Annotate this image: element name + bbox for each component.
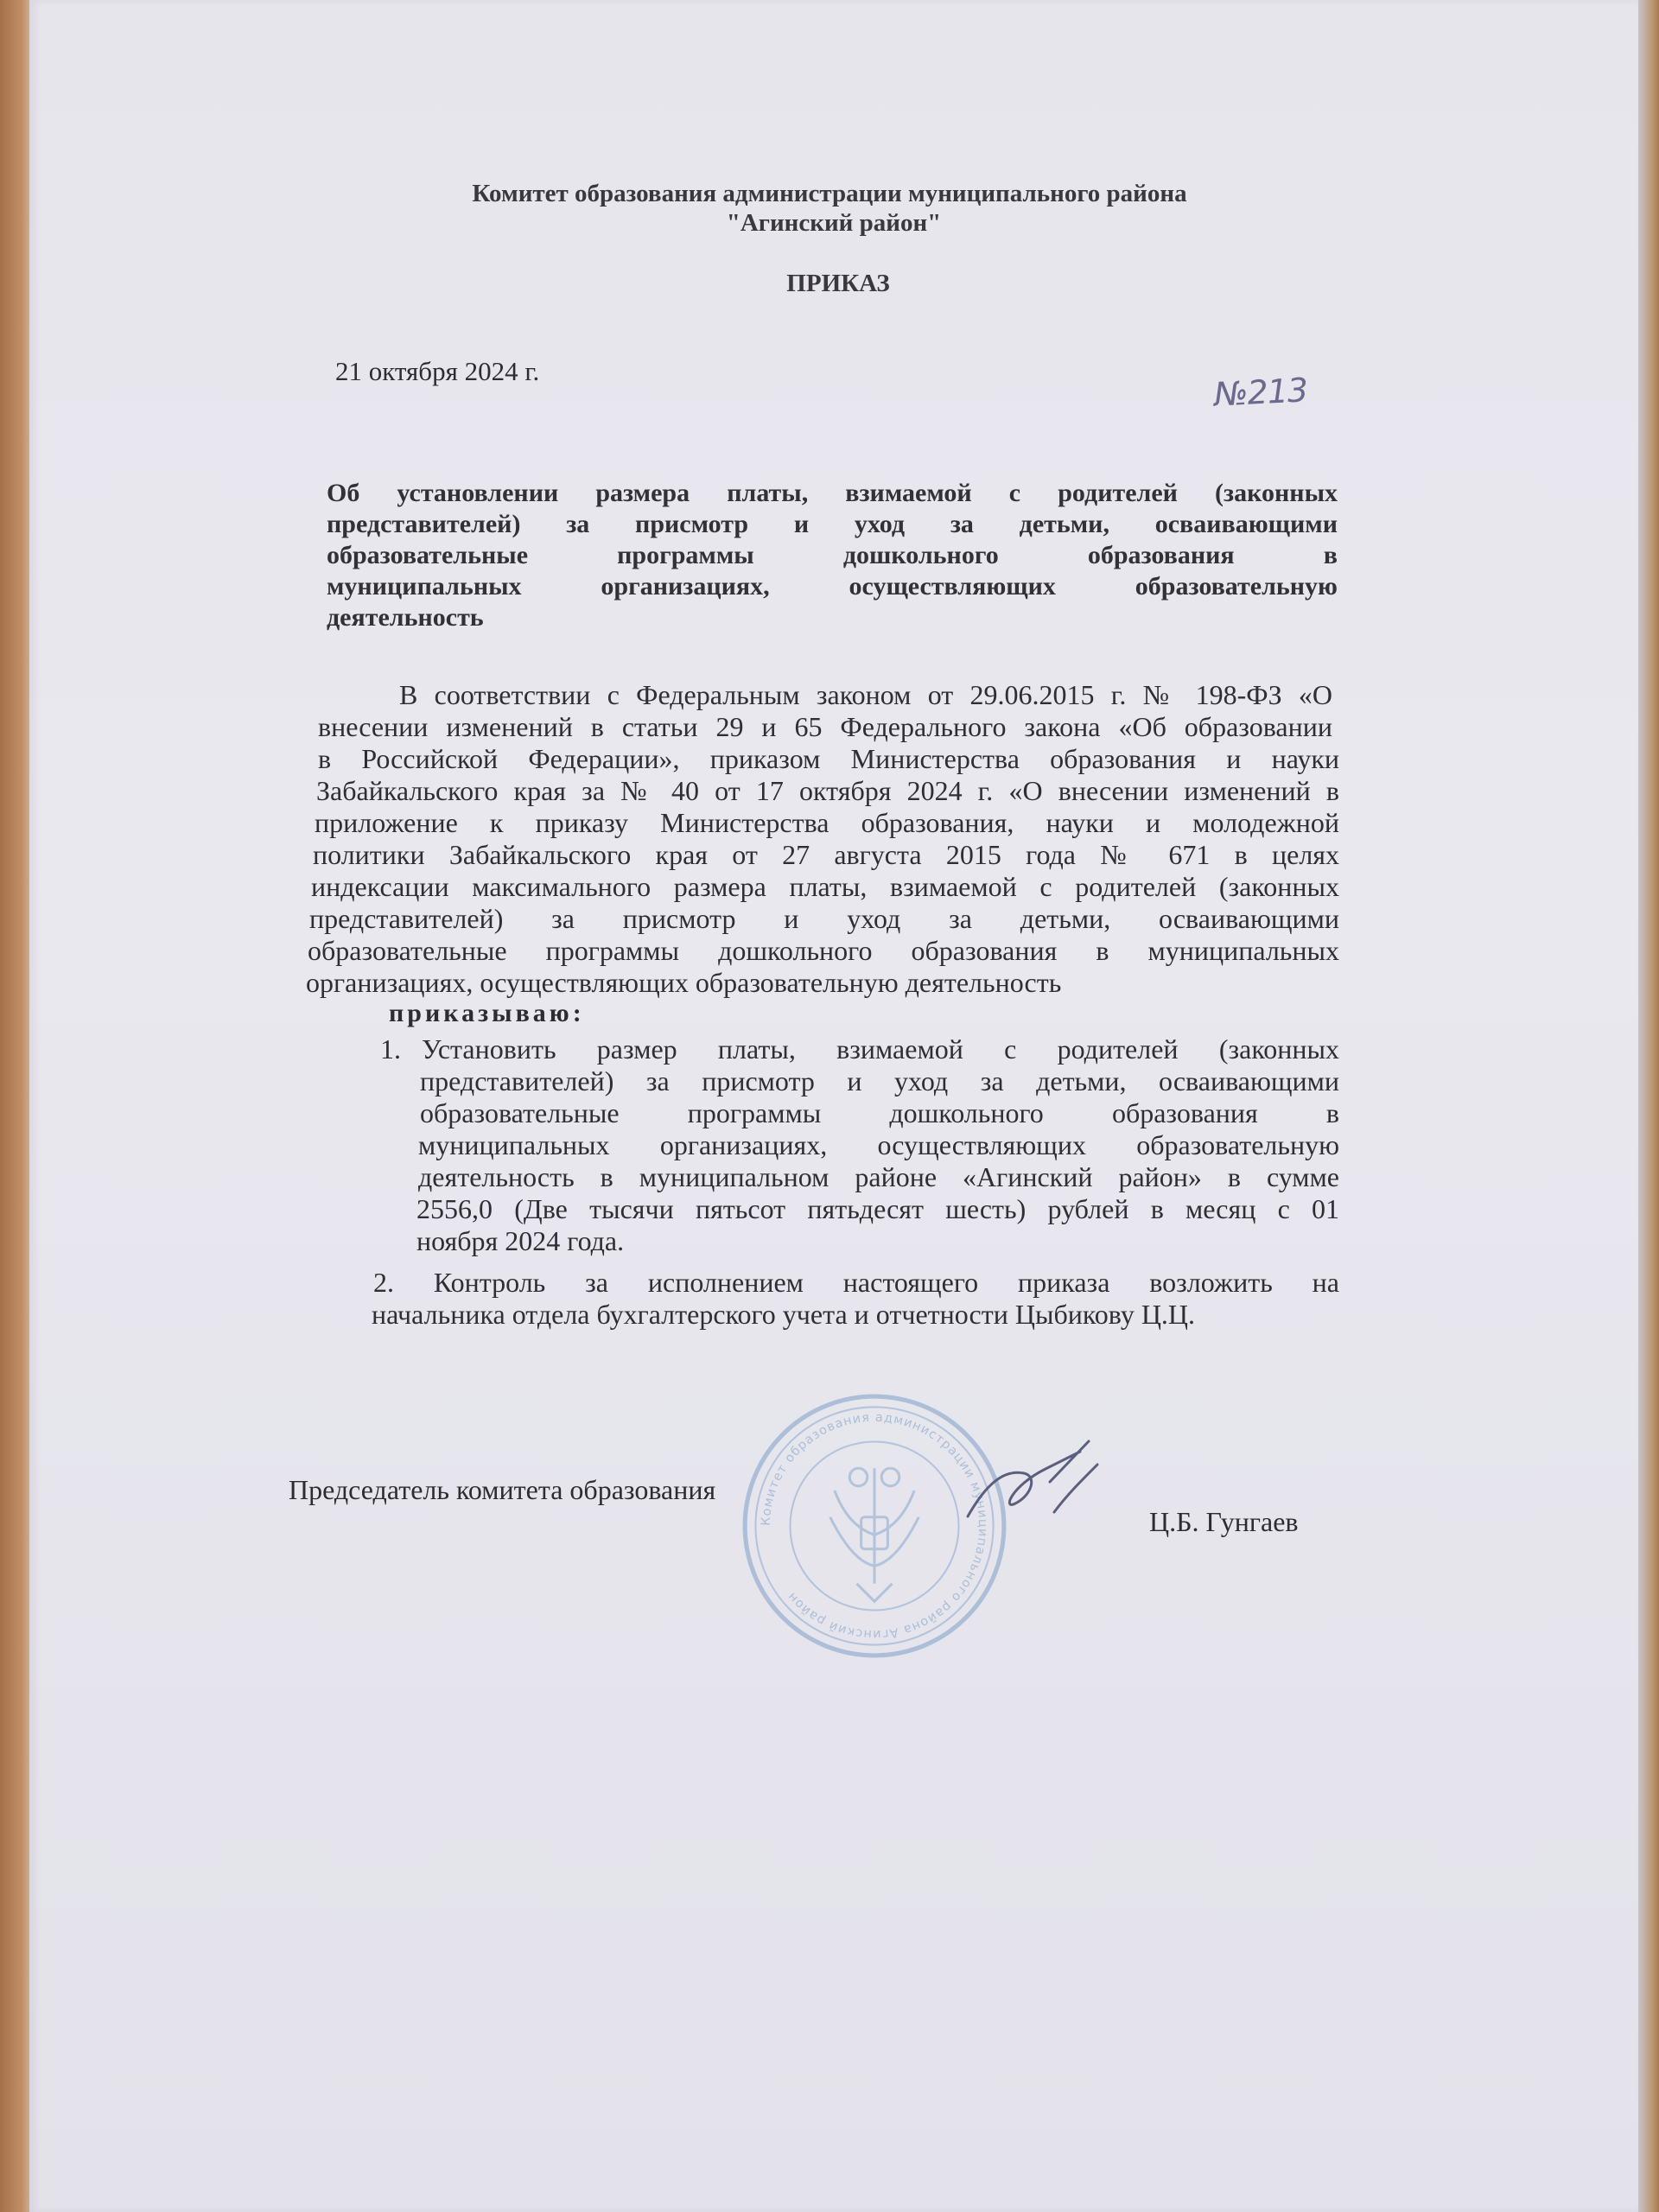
document-number: №213 bbox=[1212, 371, 1309, 414]
handwritten-signature bbox=[950, 1434, 1106, 1547]
item1-line: муниципальных организациях, осуществляющих образовательную bbox=[418, 1129, 1339, 1160]
subject-line: образовательные программы дошкольного образования в bbox=[327, 541, 1338, 569]
background-wood-right bbox=[1638, 0, 1659, 2212]
preamble-line: в Российской Федерации», приказом Министерства образования и науки bbox=[318, 743, 1339, 774]
item1-line: ноября 2024 года. bbox=[416, 1225, 625, 1256]
order-word: приказываю: bbox=[389, 999, 585, 1027]
signer-name: Ц.Б. Гунгаев bbox=[1149, 1506, 1299, 1537]
subject-line: деятельность bbox=[327, 603, 484, 632]
item1-line: образовательные программы дошкольного образования в bbox=[420, 1097, 1339, 1128]
item1-line: деятельность в муниципальном районе «Агинский район» в сумме bbox=[418, 1161, 1339, 1192]
item2-line: 2. Контроль за исполнением настоящего приказа возложить на bbox=[373, 1267, 1339, 1298]
item1-line: Установить размер платы, взимаемой с родителей (законных bbox=[422, 1033, 1339, 1065]
preamble-line: представителей) за присмотр и уход за детьми, осваивающими bbox=[309, 903, 1339, 934]
item2-line: начальника отдела бухгалтерского учета и отчетности Цыбикову Ц.Ц. bbox=[372, 1299, 1196, 1330]
document-type: ПРИКАЗ bbox=[786, 270, 890, 297]
preamble-line: индексации максимального размера платы, взимаемой с родителей (законных bbox=[311, 871, 1339, 902]
header-organization: Комитет образования администрации муниципального района bbox=[472, 180, 1187, 207]
header-district: "Агинский район" bbox=[726, 209, 942, 237]
preamble-line: организациях, осуществляющих образовательную деятельность bbox=[306, 967, 1062, 998]
subject-line: представителей) за присмотр и уход за детьми, осваивающими bbox=[327, 510, 1338, 538]
preamble-line: приложение к приказу Министерства образования, науки и молодежной bbox=[315, 807, 1339, 838]
preamble-line: В соответствии с Федеральным законом от 29.06.2015 г. № 198-ФЗ «О bbox=[399, 679, 1332, 710]
subject-line: муниципальных организациях, осуществляющих образовательную bbox=[327, 572, 1338, 601]
seal-ring-text: Комитет образования администрации муниципального района Агинский район bbox=[759, 1410, 990, 1642]
preamble-line: внесении изменений в статьи 29 и 65 Федерального закона «Об образовании bbox=[318, 711, 1332, 742]
item1-line: представителей) за присмотр и уход за детьми, осваивающими bbox=[420, 1065, 1339, 1096]
preamble-line: политики Забайкальского края от 27 августа 2015 года № 671 в целях bbox=[313, 839, 1339, 870]
signer-title: Председатель комитета образования bbox=[289, 1474, 716, 1505]
subject-line: Об установлении размера платы, взимаемой с родителей (законных bbox=[327, 479, 1338, 507]
preamble-line: образовательные программы дошкольного образования в муниципальных bbox=[308, 935, 1339, 966]
document-date: 21 октября 2024 г. bbox=[335, 356, 540, 386]
item1-number: 1. bbox=[380, 1033, 401, 1065]
preamble-line: Забайкальского края за № 40 от 17 октября 2024 г. «О внесении изменений в bbox=[316, 775, 1339, 806]
item1-line: 2556,0 (Две тысячи пятьсот пятьдесят шесть) рублей в месяц с 01 bbox=[416, 1193, 1339, 1224]
